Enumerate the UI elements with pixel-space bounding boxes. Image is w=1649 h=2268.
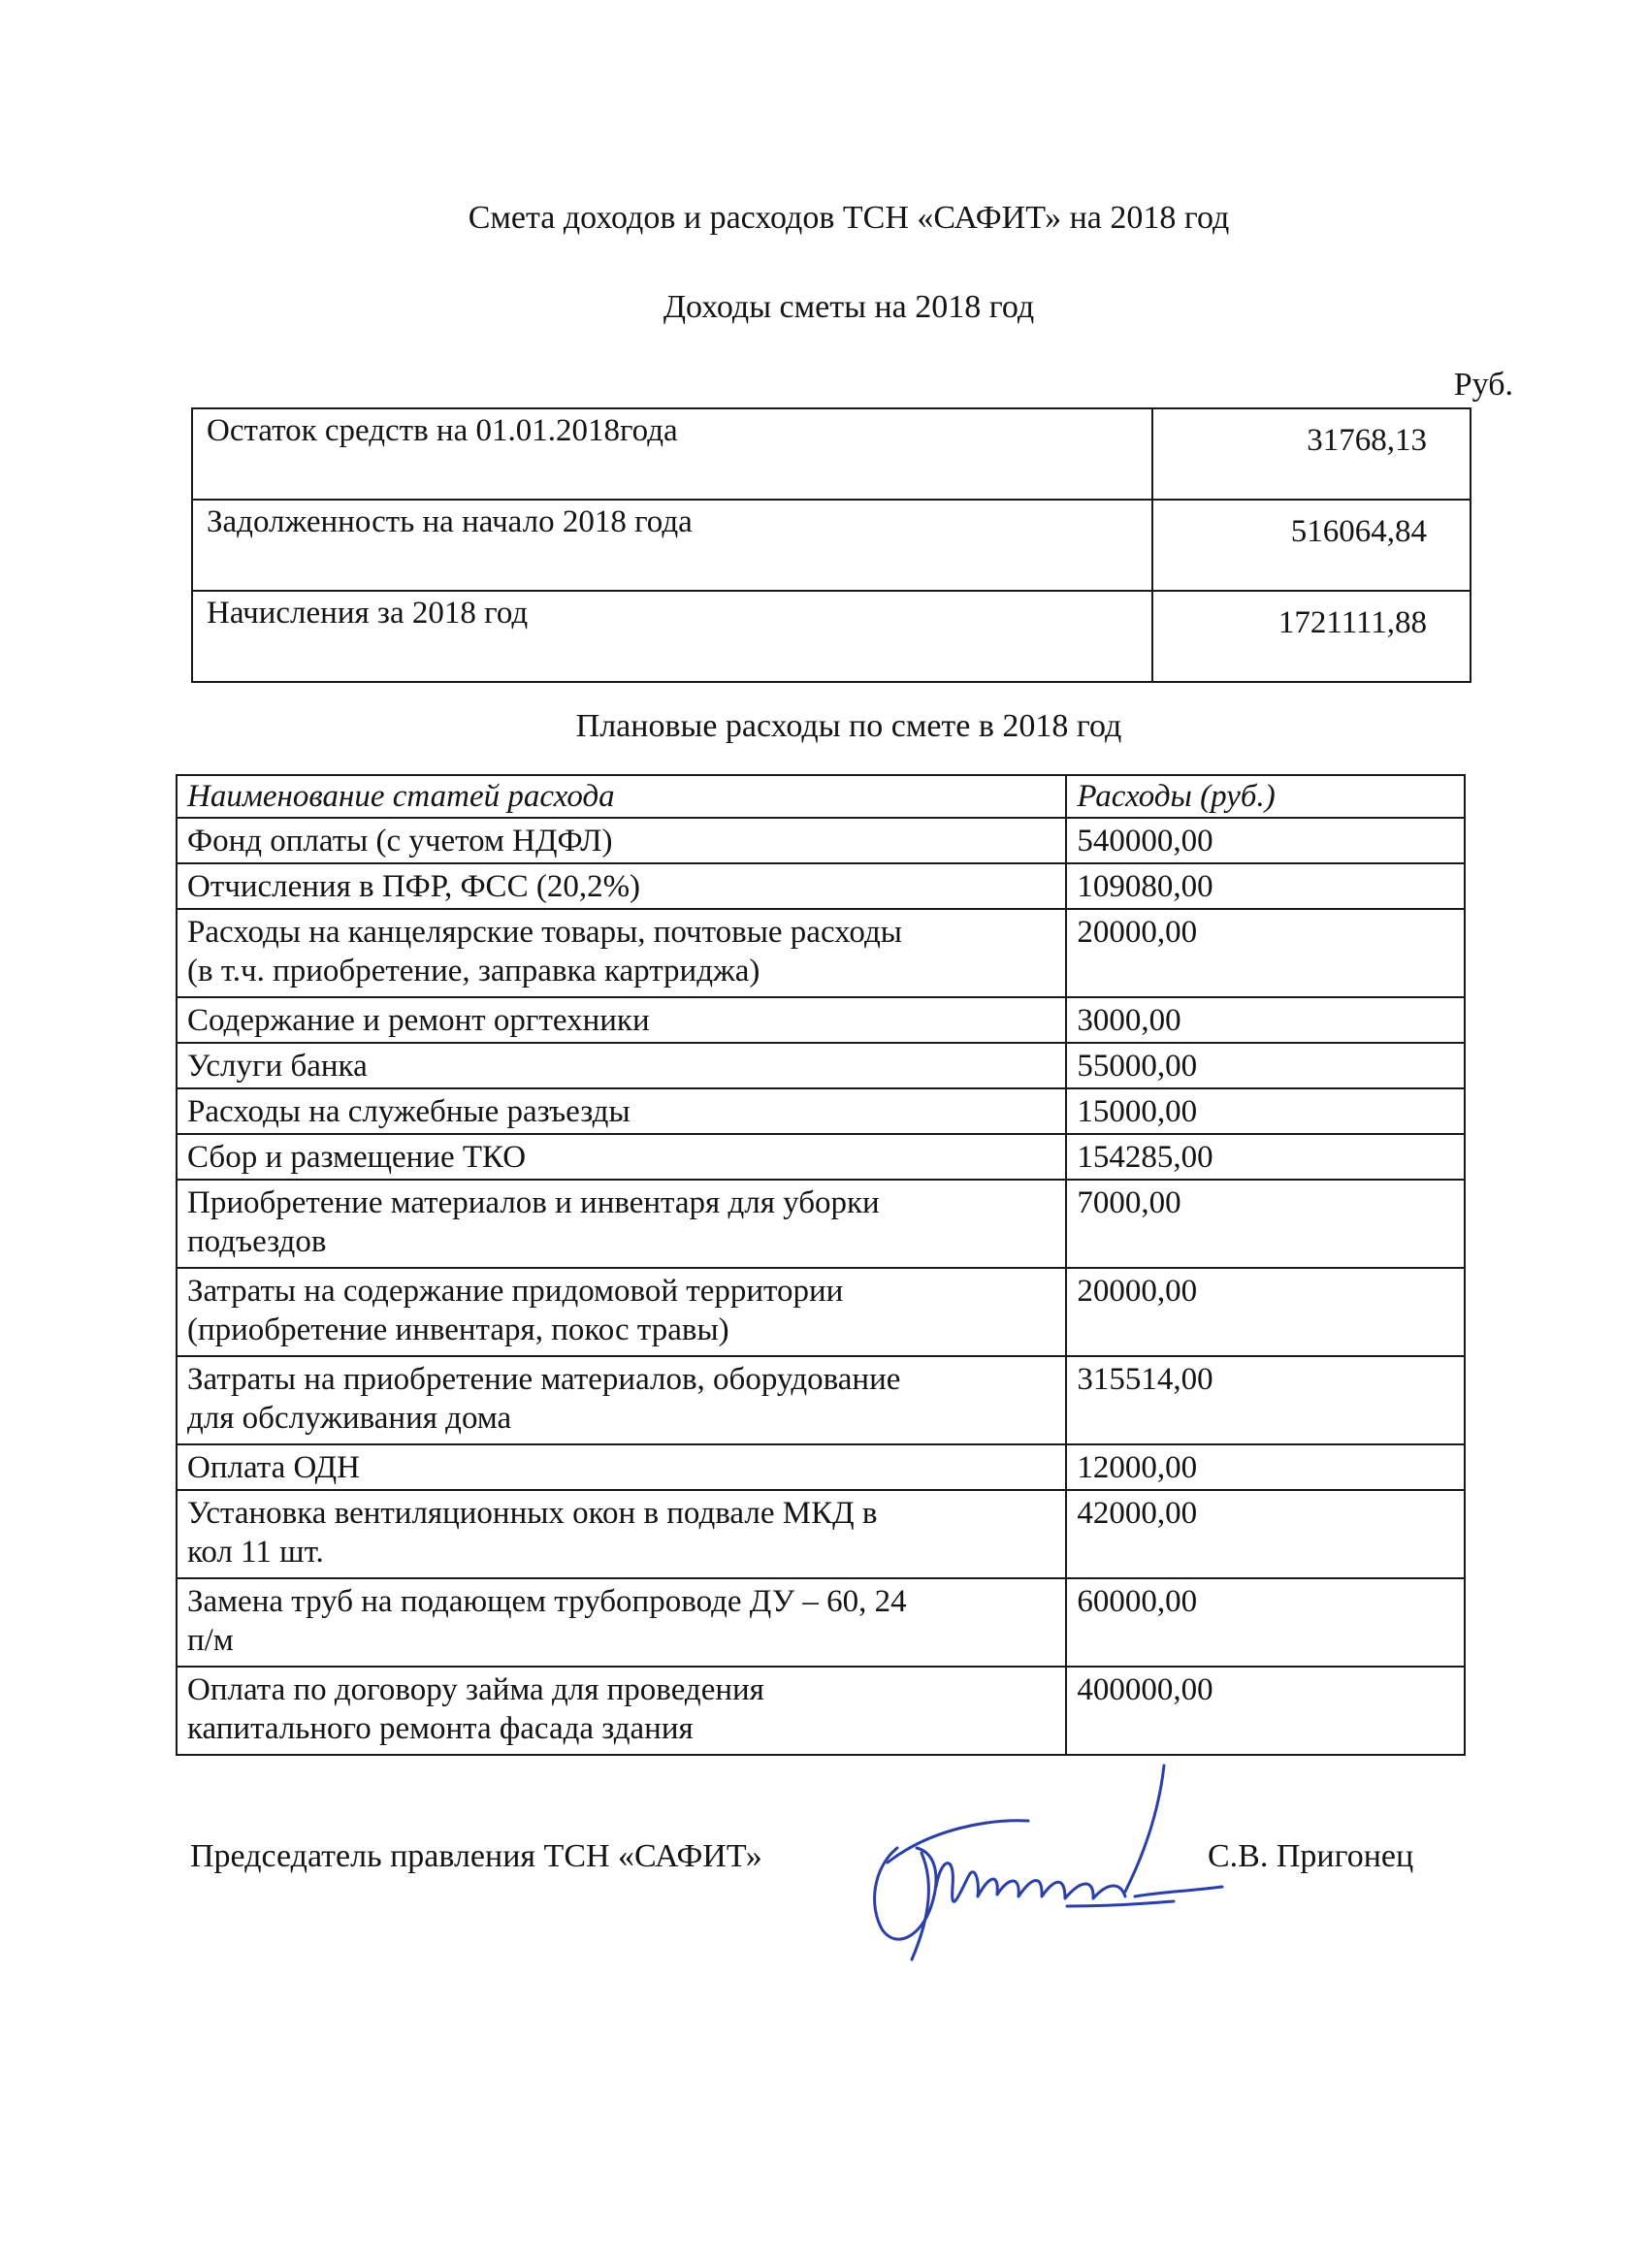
expense-amount: 3000,00: [1066, 997, 1465, 1043]
expense-amount: 540000,00: [1066, 818, 1465, 863]
table-row: [177, 818, 1465, 863]
expense-name: Оплата по договору займа для проведения капитального ремонта фасада здания: [177, 1667, 1066, 1755]
expense-amount: 55000,00: [1066, 1043, 1465, 1088]
expense-amount: 15000,00: [1066, 1088, 1465, 1134]
table-row: [177, 1043, 1465, 1088]
expense-amount: 20000,00: [1066, 1268, 1465, 1356]
table-row: [192, 500, 1471, 591]
table-row: [177, 1667, 1465, 1755]
expense-name: Фонд оплаты (с учетом НДФЛ): [177, 818, 1066, 863]
table-row: [177, 1578, 1465, 1667]
expense-amount: 60000,00: [1066, 1578, 1465, 1667]
expense-amount: 20000,00: [1066, 909, 1465, 997]
signer-name: С.В. Пригонец: [1208, 1838, 1414, 1874]
expense-name: Установка вентиляционных окон в подвале МКД в кол 11 шт.: [177, 1490, 1066, 1578]
expense-name: Отчисления в ПФР, ФСС (20,2%): [177, 863, 1066, 909]
income-label: Начисления за 2018 год: [192, 591, 1152, 682]
expense-name: Сбор и размещение ТКО: [177, 1134, 1066, 1180]
income-value: 1721111,88: [1152, 591, 1471, 682]
document-title: Смета доходов и расходов ТСН «САФИТ» на 2018 год: [468, 200, 1230, 236]
table-header-row: [177, 775, 1465, 818]
table-row: [177, 1180, 1465, 1268]
handwritten-signature: [844, 1761, 1251, 1974]
expenses-table: [176, 774, 1466, 1756]
expense-amount: 400000,00: [1066, 1667, 1465, 1755]
income-value: 31768,13: [1152, 408, 1471, 500]
table-row: [177, 1490, 1465, 1578]
expense-name: Содержание и ремонт оргтехники: [177, 997, 1066, 1043]
income-table: [191, 407, 1471, 683]
table-row: [177, 863, 1465, 909]
table-row: [192, 408, 1471, 500]
signer-title: Председатель правления ТСН «САФИТ»: [190, 1838, 762, 1874]
table-row: [177, 1444, 1465, 1490]
table-row: [177, 909, 1465, 997]
income-value: 516064,84: [1152, 500, 1471, 591]
column-header-amount: Расходы (руб.): [1066, 775, 1465, 818]
table-row: [177, 1134, 1465, 1180]
income-label: Задолженность на начало 2018 года: [192, 500, 1152, 591]
expense-amount: 42000,00: [1066, 1490, 1465, 1578]
expense-name: Затраты на содержание придомовой территории (приобретение инвентаря, покос травы): [177, 1268, 1066, 1356]
table-row: [177, 1356, 1465, 1444]
currency-label: Руб.: [1453, 367, 1513, 403]
expense-name: Расходы на служебные разъезды: [177, 1088, 1066, 1134]
expense-name: Расходы на канцелярские товары, почтовые расходы (в т.ч. приобретение, заправка картриджа): [177, 909, 1066, 997]
expense-name: Услуги банка: [177, 1043, 1066, 1088]
expense-amount: 315514,00: [1066, 1356, 1465, 1444]
table-row: [192, 591, 1471, 682]
table-row: [177, 1088, 1465, 1134]
expense-name: Приобретение материалов и инвентаря для уборки подъездов: [177, 1180, 1066, 1268]
expense-amount: 12000,00: [1066, 1444, 1465, 1490]
table-row: [177, 1268, 1465, 1356]
expense-amount: 154285,00: [1066, 1134, 1465, 1180]
expense-name: Затраты на приобретение материалов, оборудование для обслуживания дома: [177, 1356, 1066, 1444]
expense-name: Замена труб на подающем трубопроводе ДУ – 60, 24 п/м: [177, 1578, 1066, 1667]
expense-amount: 7000,00: [1066, 1180, 1465, 1268]
expense-name: Оплата ОДН: [177, 1444, 1066, 1490]
expenses-section-title: Плановые расходы по смете в 2018 год: [575, 708, 1122, 744]
expense-amount: 109080,00: [1066, 863, 1465, 909]
income-section-title: Доходы сметы на 2018 год: [663, 289, 1035, 325]
column-header-name: Наименование статей расхода: [177, 775, 1066, 818]
income-label: Остаток средств на 01.01.2018года: [192, 408, 1152, 500]
table-row: [177, 997, 1465, 1043]
